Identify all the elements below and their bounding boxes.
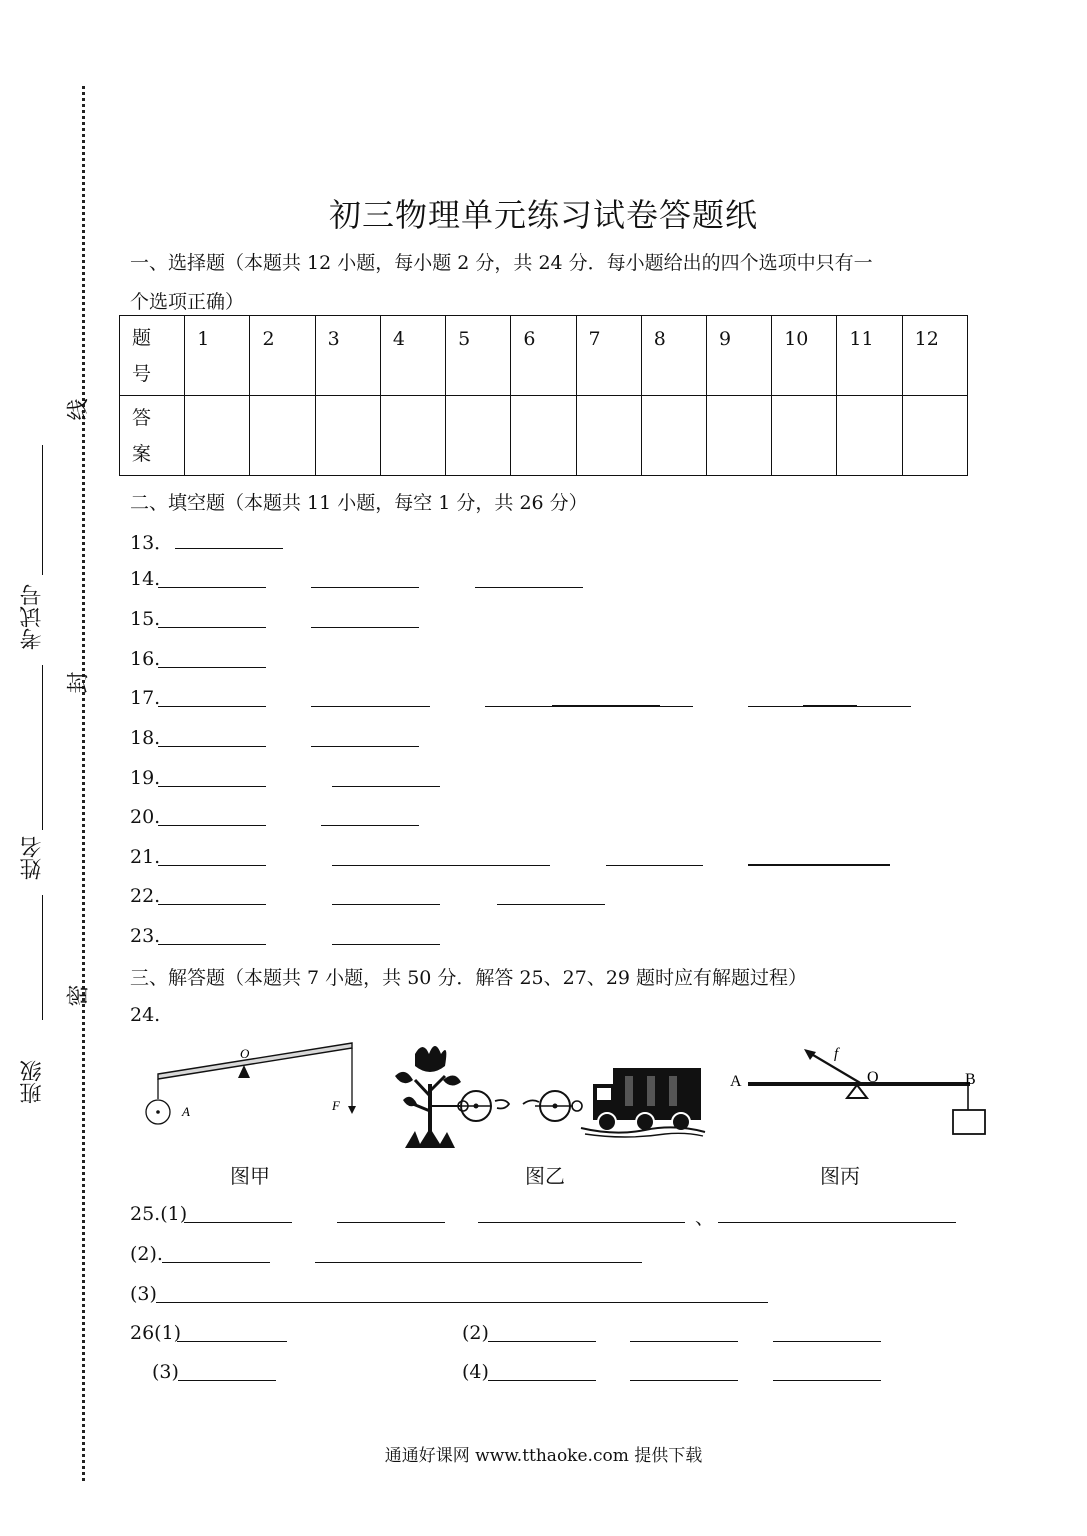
question-number-cell: 10 <box>772 316 837 396</box>
q18-blank[interactable] <box>311 746 419 747</box>
class-label: 班级 <box>20 1060 45 1104</box>
q19-label: 19. <box>130 767 161 789</box>
binding-line-char: 线 <box>66 398 92 421</box>
question-number-cell: 12 <box>902 316 967 396</box>
binding-dotted-line <box>82 86 85 1481</box>
q20-label: 20. <box>130 806 161 828</box>
figure-yi-caption: 图乙 <box>525 1164 565 1188</box>
svg-text:f: f <box>834 1046 839 1062</box>
binding-secret-char: 密 <box>66 984 92 1007</box>
q19-blank[interactable] <box>332 786 440 787</box>
q15-label: 15. <box>130 608 161 630</box>
q22-blank[interactable] <box>332 904 440 905</box>
q25-part3-label: (3) <box>130 1283 157 1305</box>
q25-blank[interactable] <box>337 1222 445 1223</box>
svg-text:F: F <box>332 1098 340 1113</box>
q26-blank[interactable] <box>773 1341 881 1342</box>
q16-label: 16. <box>130 648 161 670</box>
q17-blank[interactable] <box>158 706 266 707</box>
answer-cell[interactable] <box>837 396 902 476</box>
answer-cell[interactable] <box>772 396 837 476</box>
q14-label: 14. <box>130 568 161 590</box>
question-number-cell: 7 <box>576 316 641 396</box>
question-number-cell: 11 <box>837 316 902 396</box>
q18-blank[interactable] <box>158 746 266 747</box>
svg-text:A: A <box>182 1104 190 1119</box>
q17-blank-emphasis <box>803 705 857 707</box>
q25-blank[interactable] <box>184 1222 292 1223</box>
force-arrow-icon <box>348 1106 356 1114</box>
section1-heading-cont: 个选项正确） <box>130 291 245 313</box>
figure-bing-lever <box>730 1040 995 1140</box>
q13-blank[interactable] <box>175 548 283 549</box>
q21-label: 21. <box>130 846 161 868</box>
figure-yi-wheel-axle <box>385 1036 710 1151</box>
q13-label: 13． <box>130 532 174 554</box>
q25-blank[interactable] <box>156 1302 768 1303</box>
answer-cell[interactable] <box>511 396 576 476</box>
name-label: 姓名 <box>20 836 45 880</box>
question-number-cell: 2 <box>250 316 315 396</box>
q25-blank[interactable] <box>162 1262 270 1263</box>
q26-blank[interactable] <box>630 1341 738 1342</box>
q19-blank[interactable] <box>158 786 266 787</box>
fulcrum-icon <box>238 1065 250 1078</box>
q26-part1-label: 26(1) <box>130 1322 182 1344</box>
answer-cell[interactable] <box>706 396 771 476</box>
q25-blank[interactable] <box>718 1222 956 1223</box>
q23-label: 23. <box>130 925 161 947</box>
q21-blank[interactable] <box>332 865 550 866</box>
page-title: 初三物理单元练习试卷答题纸 <box>328 196 758 234</box>
q16-blank[interactable] <box>158 667 266 668</box>
q23-blank[interactable] <box>332 944 440 945</box>
q17-label: 17. <box>130 687 161 709</box>
name-blank[interactable] <box>42 665 43 830</box>
section2-heading: 二、填空题（本题共 11 小题，每空 1 分，共 26 分） <box>130 492 588 514</box>
q22-blank[interactable] <box>158 904 266 905</box>
q26-part2-label: (2) <box>462 1322 489 1344</box>
answer-cell[interactable] <box>902 396 967 476</box>
q21-blank[interactable] <box>158 865 266 866</box>
q26-blank[interactable] <box>488 1380 596 1381</box>
figure-jia-caption: 图甲 <box>230 1164 270 1188</box>
section1-heading: 一、选择题（本题共 12 小题，每小题 2 分，共 24 分．每小题给出的四个选项中只有一 <box>130 252 873 274</box>
answer-cell[interactable] <box>446 396 511 476</box>
q14-blank[interactable] <box>158 587 266 588</box>
class-blank[interactable] <box>42 895 43 1020</box>
q25-separator: 、 <box>695 1207 715 1229</box>
q26-blank[interactable] <box>773 1380 881 1381</box>
question-number-header: 题 号 <box>120 316 185 396</box>
q15-blank[interactable] <box>158 627 266 628</box>
answer-cell[interactable] <box>315 396 380 476</box>
q17-blank[interactable] <box>311 706 430 707</box>
question-number-cell: 8 <box>641 316 706 396</box>
q26-blank[interactable] <box>488 1341 596 1342</box>
q14-blank[interactable] <box>311 587 419 588</box>
svg-text:B: B <box>965 1071 976 1088</box>
q22-label: 22. <box>130 885 161 907</box>
choice-answer-table <box>119 315 968 476</box>
answer-cell[interactable] <box>576 396 641 476</box>
q25-blank[interactable] <box>315 1262 642 1263</box>
svg-text:O: O <box>867 1069 879 1086</box>
figure-bing-caption: 图丙 <box>820 1164 860 1188</box>
q17-blank-emphasis <box>552 705 660 707</box>
q26-blank[interactable] <box>177 1341 287 1342</box>
svg-text:O: O <box>240 1046 250 1061</box>
figure-jia-lever <box>140 1036 365 1131</box>
question-number-cell: 4 <box>380 316 445 396</box>
answer-cell[interactable] <box>641 396 706 476</box>
weight-block <box>953 1110 985 1134</box>
answer-cell[interactable] <box>250 396 315 476</box>
q20-blank[interactable] <box>158 825 266 826</box>
q24-label: 24. <box>130 1004 161 1026</box>
q26-part4-label: (4) <box>462 1361 489 1383</box>
truck-icon <box>593 1068 701 1131</box>
answer-cell[interactable] <box>380 396 445 476</box>
q21-blank[interactable] <box>606 865 703 866</box>
answer-cell[interactable] <box>185 396 250 476</box>
footer-source: 通通好课网 www.tthaoke.com 提供下载 <box>384 1446 703 1466</box>
tree-icon <box>395 1046 461 1148</box>
q26-blank[interactable] <box>178 1380 276 1381</box>
svg-text:A: A <box>730 1073 742 1090</box>
q14-blank[interactable] <box>475 587 583 588</box>
q25-blank[interactable] <box>478 1222 685 1223</box>
q23-blank[interactable] <box>158 944 266 945</box>
binding-seal-char: 封 <box>66 671 92 694</box>
exam-no-blank[interactable] <box>42 445 43 575</box>
q22-blank[interactable] <box>497 904 605 905</box>
q25-part1-label: 25.(1) <box>130 1203 188 1225</box>
q26-blank[interactable] <box>630 1380 738 1381</box>
q15-blank[interactable] <box>311 627 419 628</box>
question-number-cell: 9 <box>706 316 771 396</box>
q20-blank[interactable] <box>321 825 419 826</box>
fulcrum-icon <box>847 1085 867 1098</box>
question-number-cell: 6 <box>511 316 576 396</box>
answer-header: 答 案 <box>120 396 185 476</box>
q25-part2-label: (2). <box>130 1243 163 1265</box>
question-number-cell: 3 <box>315 316 380 396</box>
q18-label: 18. <box>130 727 161 749</box>
question-number-cell: 1 <box>185 316 250 396</box>
exam-no-label: 考试号 <box>20 584 45 650</box>
question-number-cell: 5 <box>446 316 511 396</box>
section3-heading: 三、解答题（本题共 7 小题，共 50 分．解答 25、27、29 题时应有解题过程） <box>130 967 808 989</box>
q26-part3-label: (3) <box>152 1361 179 1383</box>
q21-blank[interactable] <box>748 864 890 866</box>
